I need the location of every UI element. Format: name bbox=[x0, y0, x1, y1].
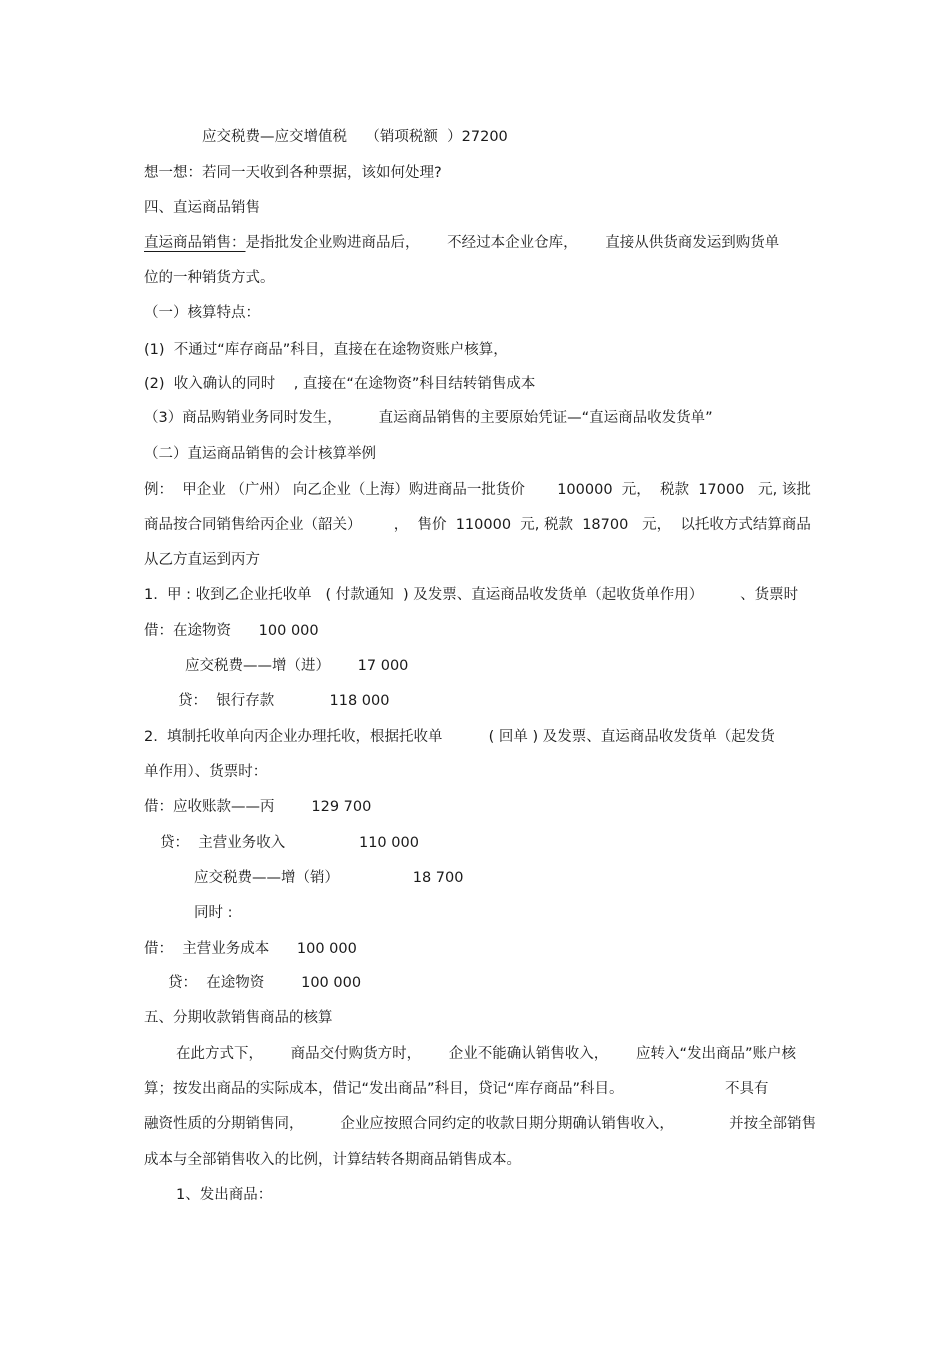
journal-entry-line: 借：在途物资 100 000 bbox=[144, 623, 319, 639]
journal-entry-line: 应交税费——增（进） 17 000 bbox=[185, 658, 409, 674]
text-line: 单作用）、货票时： bbox=[144, 764, 268, 780]
definition-text: 是指批发企业购进商品后， 不经过本企业仓库， 直接从供货商发运到购货单 bbox=[245, 235, 780, 251]
journal-entry-line: 贷： 主营业务收入 110 000 bbox=[160, 835, 419, 851]
journal-entry-line: 贷： 银行存款 118 000 bbox=[178, 693, 390, 709]
text-line: (2) 收入确认的同时 , 直接在“在途物资”科目结转销售成本 bbox=[144, 376, 536, 392]
section-heading: 五、分期收款销售商品的核算 bbox=[144, 1010, 333, 1026]
text-line: 在此方式下， 商品交付购货方时， 企业不能确认销售收入， 应转入“发出商品”账户核 bbox=[176, 1046, 796, 1062]
text-line: 2. 填制托收单向丙企业办理托收，根据托收单 ( 回单 ) 及发票、直运商品收发货单（起发货 bbox=[144, 729, 775, 745]
subsection-heading: （二）直运商品销售的会计核算举例 bbox=[144, 446, 376, 462]
text-line: 从乙方直运到丙方 bbox=[144, 552, 260, 568]
section-heading: 四、直运商品销售 bbox=[144, 200, 260, 216]
text-line: 应交税费—应交增值税 （销项税额 ）27200 bbox=[202, 129, 508, 145]
text-line: 例： 甲企业 （广州） 向乙企业（上海）购进商品一批货价 100000 元， 税款 17000 元, 该批 bbox=[144, 482, 811, 498]
text-line: 商品按合同销售给丙企业（韶关） ， 售价 110000 元, 税款 18700 元， 以托收方式结算商品 bbox=[144, 517, 811, 533]
text-line: 1. 甲 : 收到乙企业托收单 ( 付款通知 ) 及发票、直运商品收发货单（起收货单作用） 、货票时 bbox=[144, 587, 799, 603]
journal-entry-line: 贷： 在途物资 100 000 bbox=[168, 975, 362, 991]
text-line: (1) 不通过“库存商品”科目，直接在在途物资账户核算， bbox=[144, 342, 508, 358]
text-line bbox=[144, 233, 779, 253]
term-definition: 直运商品销售： bbox=[144, 235, 246, 251]
text-line: 想一想：若同一天收到各种票据，该如何处理? bbox=[144, 165, 442, 181]
text-line: 位的一种销货方式。 bbox=[144, 270, 275, 286]
journal-entry-line: 应交税费——增（销） 18 700 bbox=[194, 870, 464, 886]
text-line: 算；按发出商品的实际成本，借记“发出商品”科目，贷记“库存商品”科目。 不具有 bbox=[144, 1081, 769, 1097]
text-line: 同时 : bbox=[194, 905, 233, 921]
journal-entry-line: 借：应收账款——丙 129 700 bbox=[144, 799, 372, 815]
text-line: 融资性质的分期销售同， 企业应按照合同约定的收款日期分期确认销售收入， 并按全部销售 bbox=[144, 1116, 817, 1132]
text-line: 成本与全部销售收入的比例，计算结转各期商品销售成本。 bbox=[144, 1152, 521, 1168]
journal-entry-line: 借： 主营业务成本 100 000 bbox=[144, 941, 357, 957]
text-line: 1、发出商品： bbox=[176, 1187, 273, 1203]
text-line: （3）商品购销业务同时发生， 直运商品销售的主要原始凭证—“直运商品收发货单” bbox=[144, 410, 713, 426]
subsection-heading: （一）核算特点： bbox=[144, 305, 260, 321]
